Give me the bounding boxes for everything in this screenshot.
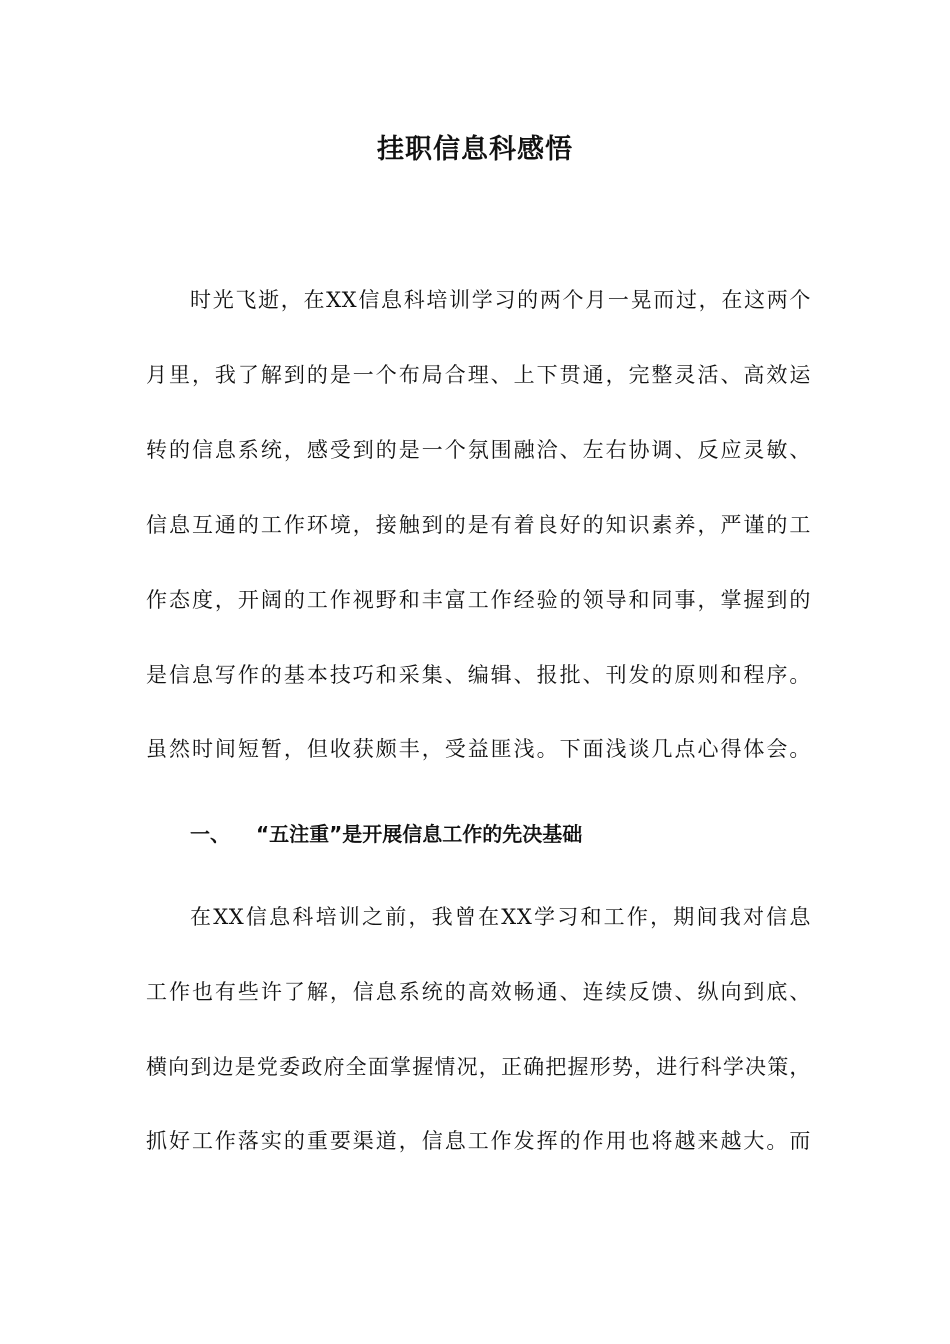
section-number: 一、 [190, 822, 230, 846]
paragraph-line: 工作也有些许了解，信息系统的高效畅通、连续反馈、纵向到底、 [146, 980, 811, 1004]
document-title: 挂职信息科感悟 [377, 134, 573, 165]
section-heading [190, 814, 582, 854]
paragraph-line: 是信息写作的基本技巧和采集、编辑、报批、刊发的原则和程序。 [146, 663, 811, 687]
paragraph-line: 横向到边是党委政府全面掌握情况，正确把握形势，进行科学决策， [146, 1055, 811, 1079]
paragraph-line: 时光飞逝，在XX信息科培训学习的两个月一晃而过，在这两个 [190, 288, 811, 312]
paragraph-line: 转的信息系统，感受到的是一个氛围融洽、左右协调、反应灵敏、 [146, 438, 811, 462]
section-heading-text: “五注重”是开展信息工作的先决基础 [256, 822, 583, 846]
paragraph-line: 抓好工作落实的重要渠道，信息工作发挥的作用也将越来越大。而 [146, 1129, 811, 1153]
paragraph-line: 虽然时间短暂，但收获颇丰，受益匪浅。下面浅谈几点心得体会。 [146, 737, 811, 761]
paragraph-line: 在XX信息科培训之前，我曾在XX学习和工作，期间我对信息 [190, 905, 811, 929]
paragraph-line: 月里，我了解到的是一个布局合理、上下贯通，完整灵活、高效运 [146, 363, 811, 387]
paragraph-line: 作态度，开阔的工作视野和丰富工作经验的领导和同事，掌握到的 [146, 588, 811, 612]
paragraph-line: 信息互通的工作环境，接触到的是有着良好的知识素养，严谨的工 [146, 513, 811, 537]
